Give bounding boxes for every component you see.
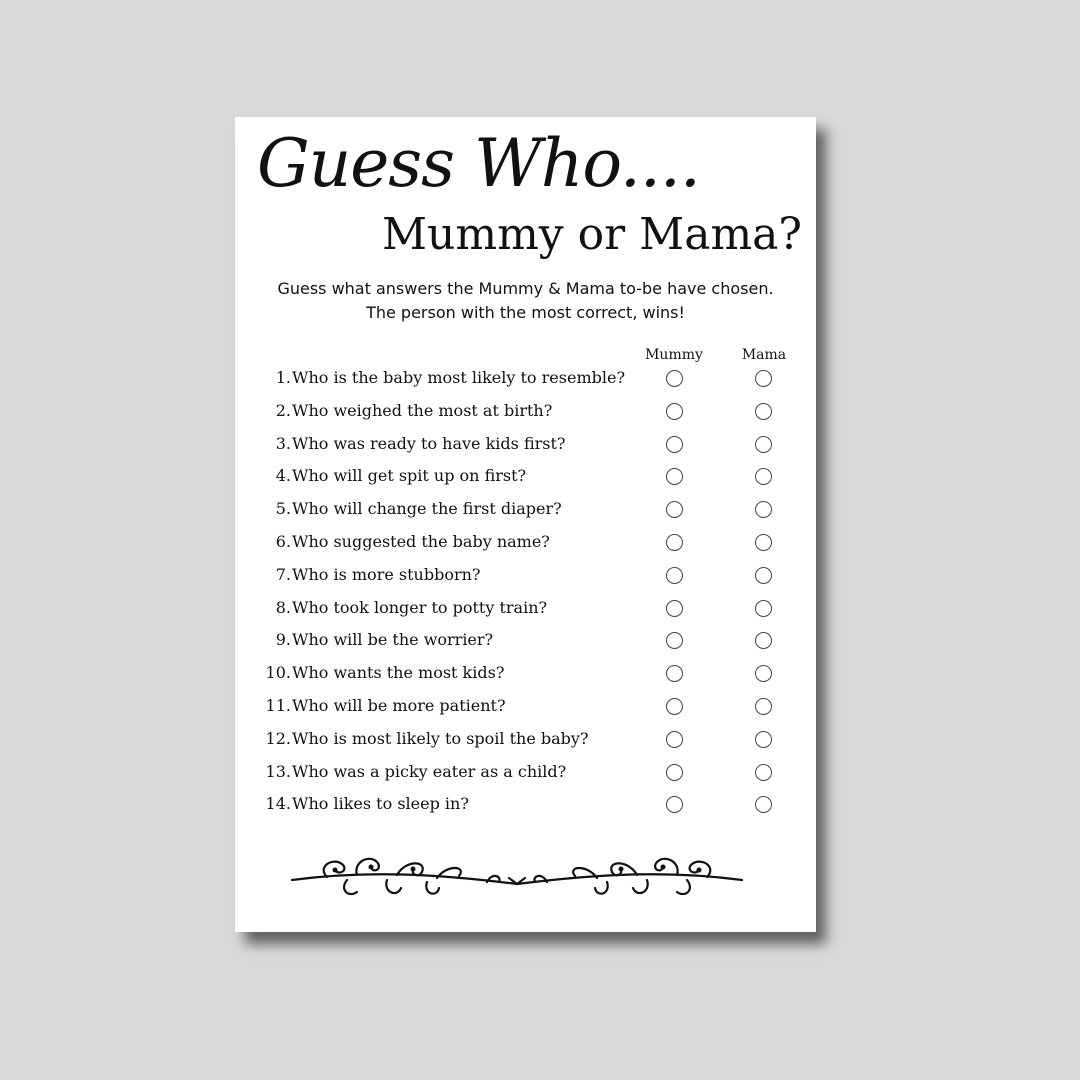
mama-radio[interactable] [755, 534, 772, 551]
question-number: 11. [265, 695, 291, 715]
question-row [235, 595, 816, 628]
mama-radio[interactable] [755, 665, 772, 682]
question-number: 13. [265, 761, 291, 781]
main-title: Mummy or Mama? [381, 209, 802, 260]
question-number: 5. [275, 499, 291, 519]
mummy-radio[interactable] [666, 567, 683, 584]
script-title: Guess Who.... [257, 125, 700, 202]
mummy-radio[interactable] [666, 796, 683, 813]
mummy-radio[interactable] [666, 731, 683, 748]
question-row [235, 463, 816, 496]
instructions-line: The person with the most correct, wins! [366, 303, 685, 322]
mummy-radio[interactable] [666, 370, 683, 387]
column-header-mama: Mama [741, 347, 787, 363]
question-row [235, 759, 816, 792]
question-text: Who wants the most kids? [292, 663, 505, 683]
mama-radio[interactable] [755, 796, 772, 813]
question-text: Who was a picky eater as a child? [292, 761, 567, 781]
question-text: Who is the baby most likely to resemble? [292, 368, 626, 387]
question-text: Who will get spit up on first? [292, 466, 527, 486]
mama-radio[interactable] [755, 370, 772, 387]
column-header-mummy: Mummy [645, 347, 703, 363]
question-number: 8. [275, 597, 291, 617]
mama-radio[interactable] [755, 501, 772, 518]
question-row [235, 529, 816, 562]
mummy-radio[interactable] [666, 468, 683, 485]
question-text: Who is more stubborn? [292, 564, 481, 584]
mama-radio[interactable] [755, 436, 772, 453]
question-row [235, 365, 816, 398]
mummy-radio[interactable] [666, 534, 683, 551]
question-text: Who will be more patient? [292, 695, 506, 715]
mummy-radio[interactable] [666, 436, 683, 453]
question-text: Who will change the first diaper? [292, 499, 562, 519]
mummy-radio[interactable] [666, 698, 683, 715]
question-text: Who suggested the baby name? [292, 531, 550, 551]
mama-radio[interactable] [755, 632, 772, 649]
question-list [235, 365, 816, 824]
mummy-radio[interactable] [666, 501, 683, 518]
question-text: Who was ready to have kids first? [292, 433, 566, 453]
question-text: Who will be the worrier? [292, 630, 494, 650]
question-row [235, 562, 816, 595]
mama-radio[interactable] [755, 567, 772, 584]
question-row [235, 791, 816, 824]
question-number: 6. [275, 531, 291, 551]
question-row [235, 660, 816, 693]
question-number: 12. [265, 728, 291, 748]
mama-radio[interactable] [755, 764, 772, 781]
swirl-vine-icon [287, 842, 747, 902]
question-number: 2. [275, 400, 291, 420]
question-number: 4. [275, 466, 291, 486]
mummy-radio[interactable] [666, 665, 683, 682]
game-card [235, 117, 816, 932]
question-text: Who took longer to potty train? [292, 597, 548, 617]
instructions-line: Guess what answers the Mummy & Mama to-be have chosen. [277, 279, 774, 298]
question-row [235, 726, 816, 759]
question-number: 14. [265, 794, 291, 814]
question-number: 1. [275, 368, 291, 387]
question-row [235, 496, 816, 529]
question-row [235, 398, 816, 431]
question-row [235, 693, 816, 726]
question-number: 7. [275, 564, 291, 584]
mama-radio[interactable] [755, 600, 772, 617]
mama-radio[interactable] [755, 731, 772, 748]
instructions [235, 277, 816, 325]
question-number: 3. [275, 433, 291, 453]
mummy-radio[interactable] [666, 632, 683, 649]
question-text: Who is most likely to spoil the baby? [292, 728, 589, 748]
mummy-radio[interactable] [666, 600, 683, 617]
question-number: 10. [265, 663, 291, 683]
mummy-radio[interactable] [666, 403, 683, 420]
question-text: Who likes to sleep in? [292, 794, 469, 814]
mama-radio[interactable] [755, 698, 772, 715]
question-text: Who weighed the most at birth? [292, 400, 553, 420]
mama-radio[interactable] [755, 403, 772, 420]
question-row [235, 431, 816, 464]
question-row [235, 627, 816, 660]
mama-radio[interactable] [755, 468, 772, 485]
question-number: 9. [275, 630, 291, 650]
mummy-radio[interactable] [666, 764, 683, 781]
